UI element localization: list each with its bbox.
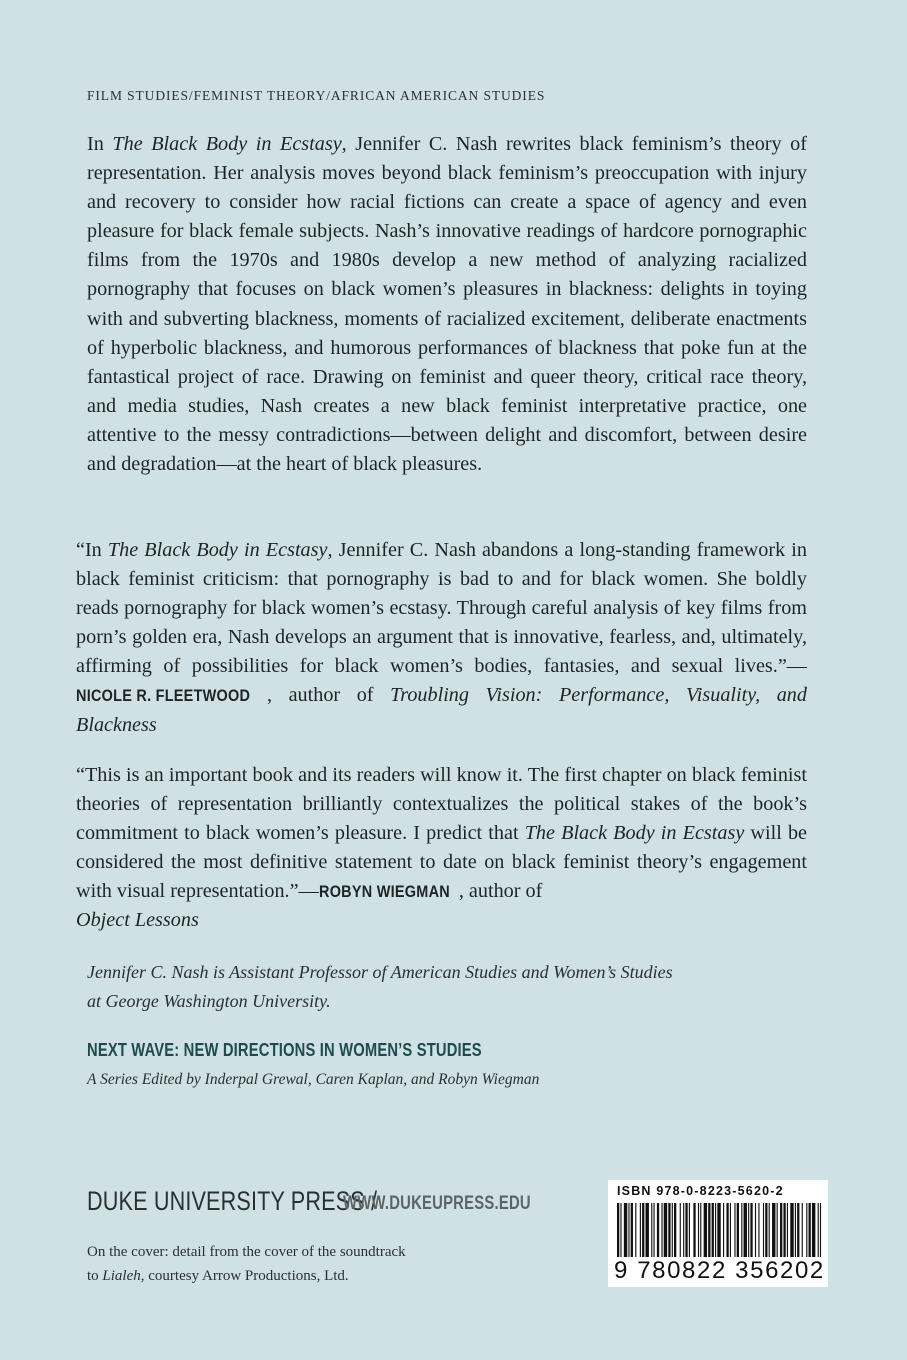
book-description — [87, 130, 807, 479]
cover-credit-title: Lialeh — [102, 1268, 141, 1284]
series-editors: A Series Edited by Inderpal Grewal, Caren Kaplan, and Robyn Wiegman — [87, 1071, 540, 1088]
quote1-book-title: The Black Body in Ecstasy — [107, 539, 328, 561]
barcode-bar — [640, 1203, 641, 1257]
barcode-bar — [780, 1203, 782, 1257]
barcode-bar — [818, 1203, 819, 1257]
barcode-bar — [726, 1203, 728, 1257]
barcode-bar — [777, 1203, 778, 1257]
barcode-bar — [772, 1203, 775, 1257]
barcode-bar — [657, 1203, 659, 1257]
barcode-bar — [737, 1203, 739, 1257]
barcode-bar — [617, 1203, 619, 1257]
description-prefix: In — [87, 133, 113, 155]
barcode-bar — [744, 1203, 747, 1257]
barcode-bar — [680, 1203, 681, 1257]
quote2-book-title: The Black Body in Ecstasy — [524, 822, 745, 845]
quote1-text: , Jennifer C. Nash abandons a long-standing framework in black feminist criticism: that pornography is bad to and for black women. She boldly reads pornography for black women’s ecstasy. Through careful analysis of key films from porn’s golden era, Nash develops an argument that is innovative, fearless, and, ultimately, affirming of possibilities for black women’s bodies, fantasies, and sexual lives.”— — [76, 539, 807, 678]
barcode-bar — [708, 1203, 710, 1257]
barcode-bar — [683, 1203, 684, 1257]
category-line: FILM STUDIES/FEMINIST THEORY/AFRICAN AMERICAN STUDIES — [87, 88, 546, 103]
barcode-bar — [668, 1203, 670, 1257]
barcode-bar — [750, 1203, 752, 1257]
barcode-bar — [651, 1203, 652, 1257]
barcode-bar — [755, 1203, 756, 1257]
barcode-bar — [806, 1203, 807, 1257]
barcode-bar — [674, 1203, 676, 1257]
quote2-author: ROBYN WIEGMAN — [318, 882, 450, 902]
barcode-bar — [700, 1203, 701, 1257]
bio-line-2: at George Washington University. — [87, 991, 331, 1011]
cover-credit-prefix: to — [87, 1268, 103, 1284]
series-title: NEXT WAVE: NEW DIRECTIONS IN WOMEN’S STUDIES — [87, 1040, 482, 1060]
barcode-bar — [624, 1203, 627, 1257]
barcode-bar — [689, 1203, 690, 1257]
barcode-bar — [642, 1203, 644, 1257]
barcode-bar — [628, 1203, 629, 1257]
barcode-bar — [787, 1203, 788, 1257]
quote1-open: “In — [76, 539, 108, 561]
description-text: , Jennifer C. Nash rewrites black feminism’s theory of representation. Her analysis moves beyond black feminism’s preoccupation with injury and recovery to consider how racial fictions can create a space of agency and even pleasure for black female subjects. Nash’s innovative readings of hardcore pornographic films from the 1970s and 1980s develop a new method of analyzing racialized pornography that focuses on black women’s pleasures in blackness: delights in toying with and subverting blackness, moments of racialized excitement, deliberate enactments of hyperbolic blackness, and humorous performances of blackness that poke fun at the fantastical project of race. Drawing on feminist and queer theory, critical race theory, and media studies, Nash creates a new black feminist interpretative practice, one attentive to the messy contradictions—between delight and discomfort, between desire and degradation—at the heart of black pleasures. — [87, 133, 807, 476]
barcode-bar — [730, 1203, 731, 1257]
barcode-bar — [723, 1203, 724, 1257]
barcode-digits: 9 780822 356202 — [614, 1257, 825, 1284]
barcode-bar — [672, 1203, 673, 1257]
barcode-bar — [741, 1203, 742, 1257]
barcode-bar — [795, 1203, 796, 1257]
isbn-label: ISBN 978-0-8223-5620-2 — [617, 1184, 784, 1198]
barcode-bar — [704, 1203, 707, 1257]
barcode-bar — [653, 1203, 654, 1257]
barcode-bar — [631, 1203, 633, 1257]
barcode-bar — [685, 1203, 687, 1257]
barcode-bar — [790, 1203, 793, 1257]
barcode-bar — [715, 1203, 716, 1257]
quote1-author-work: Troubling Vision: Performance, Visuality, and Blackness — [76, 684, 807, 736]
barcode-bar — [809, 1203, 811, 1257]
barcode-icon — [617, 1203, 825, 1259]
barcode-bar — [620, 1203, 621, 1257]
description-book-title: The Black Body in Ecstasy — [112, 133, 342, 155]
barcode-bar — [712, 1203, 714, 1257]
barcode-bar — [717, 1203, 720, 1257]
barcode-bar — [765, 1203, 767, 1257]
endorsement-wiegman — [76, 761, 807, 936]
cover-credit — [87, 1240, 507, 1288]
barcode-bar — [820, 1203, 821, 1257]
quote2-author-work: Object Lessons — [76, 909, 199, 932]
bio-line-1: Jennifer C. Nash is Assistant Professor of American Studies and Women’s Studies — [87, 962, 673, 982]
barcode-bar — [763, 1203, 764, 1257]
quote2-text-b: will be considered the most definitive statement to date on black feminist theory’s engagement with visual representation.”— — [76, 822, 808, 903]
barcode-bar — [748, 1203, 749, 1257]
barcode-bar — [661, 1203, 662, 1257]
barcode-bar — [635, 1203, 636, 1257]
barcode-bar — [693, 1203, 695, 1257]
barcode-bar — [664, 1203, 667, 1257]
cover-credit-suffix: , courtesy Arrow Productions, Ltd. — [140, 1268, 349, 1284]
cover-credit-line-1: On the cover: detail from the cover of the soundtrack — [87, 1244, 406, 1260]
barcode-bar — [646, 1203, 649, 1257]
barcode-bar — [769, 1203, 770, 1257]
barcode-bar — [734, 1203, 735, 1257]
publisher-url: WWW.DUKEUPRESS.EDU — [343, 1193, 531, 1214]
quote1-author: NICOLE R. FLEETWOOD — [76, 686, 251, 706]
endorsement-fleetwood — [76, 536, 807, 740]
barcode-bar — [812, 1203, 815, 1257]
barcode-bar — [802, 1203, 803, 1257]
author-bio — [87, 958, 767, 1016]
barcode-bar — [758, 1203, 759, 1257]
quote2-text-a: “This is an important book and its readers will know it. The first chapter on black feminist theories of representation brilliantly contextualizes the political stakes of the book’s commitment to black women’s pleasure. I predict that — [76, 764, 807, 845]
barcode-bar — [797, 1203, 799, 1257]
barcode-bar — [698, 1203, 699, 1257]
barcode-bar — [783, 1203, 785, 1257]
quote1-author-suffix: , author of — [266, 684, 391, 707]
publisher-line — [87, 1186, 531, 1217]
quote2-author-suffix: , author of — [458, 880, 543, 903]
publisher-name: DUKE UNIVERSITY PRESS / — [87, 1186, 378, 1216]
